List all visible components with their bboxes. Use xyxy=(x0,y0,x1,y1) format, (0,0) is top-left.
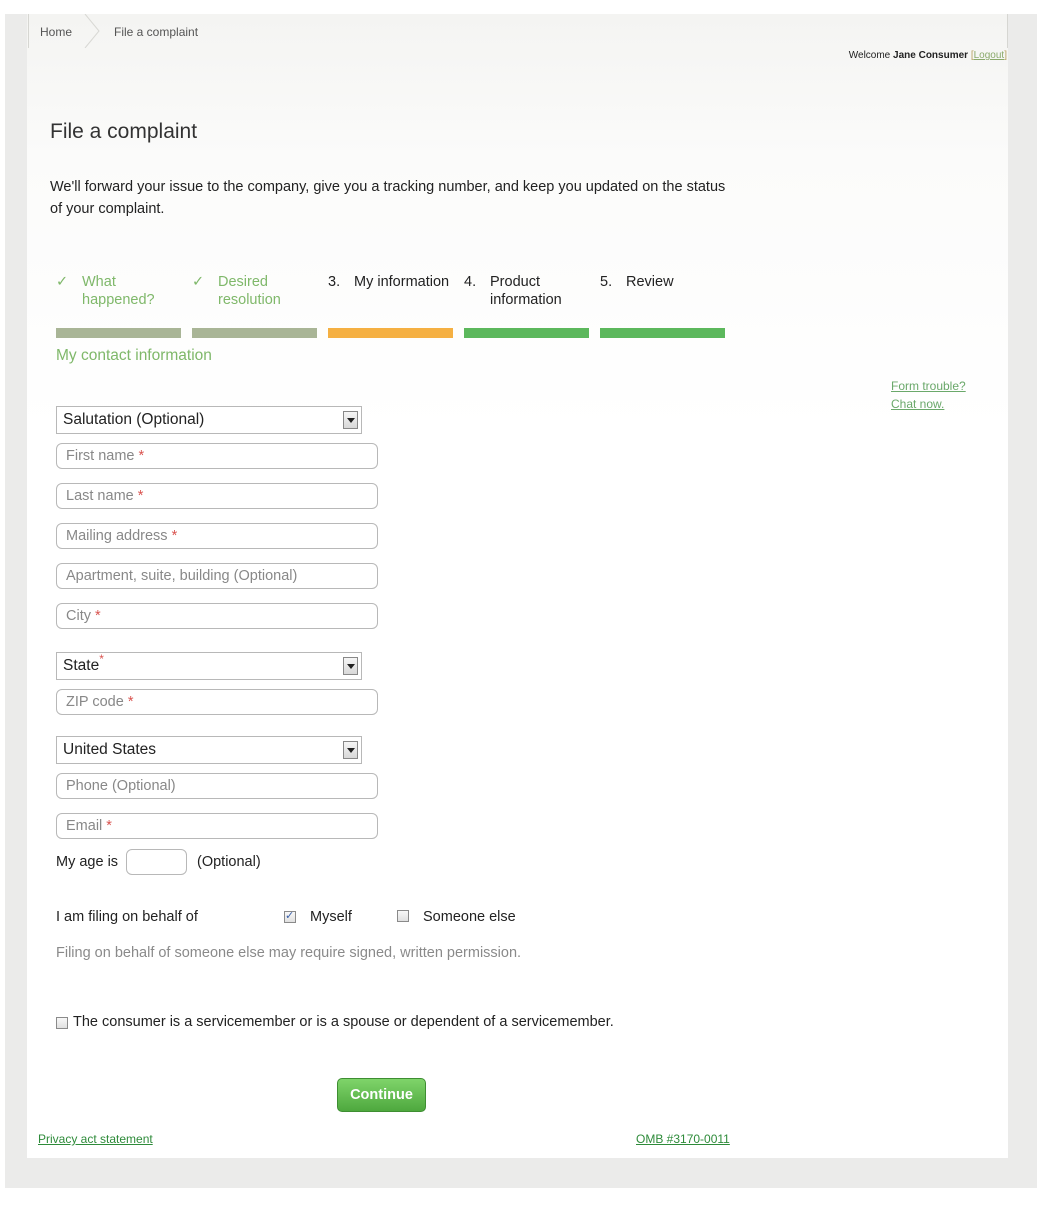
required-marker: * xyxy=(138,448,145,464)
phone-field[interactable] xyxy=(56,773,378,799)
required-marker: * xyxy=(99,652,104,666)
step-number: 3. xyxy=(328,274,341,290)
last-name-placeholder: Last name xyxy=(66,488,134,504)
step-label: Product information xyxy=(490,274,562,308)
state-select[interactable] xyxy=(56,652,362,680)
step-progress-bar xyxy=(192,328,317,338)
required-marker: * xyxy=(137,488,144,504)
someone-else-checkbox[interactable] xyxy=(397,910,409,922)
age-optional-label: (Optional) xyxy=(197,854,261,870)
age-row xyxy=(56,849,356,875)
breadcrumb-separator-icon xyxy=(84,14,102,48)
age-input[interactable] xyxy=(126,849,187,875)
bracket-close: ] xyxy=(1004,50,1007,61)
step-progress-bar xyxy=(328,328,453,338)
required-marker: * xyxy=(127,694,134,710)
someone-else-label[interactable]: Someone else xyxy=(423,909,516,925)
zip-placeholder: ZIP code xyxy=(66,694,124,710)
step-progress-bar xyxy=(464,328,589,338)
step-progress-bar xyxy=(56,328,181,338)
breadcrumb-current: File a complaint xyxy=(114,25,199,39)
form-trouble-link[interactable]: Form trouble? xyxy=(891,379,966,393)
chevron-down-icon xyxy=(343,741,358,759)
age-label: My age is xyxy=(56,854,119,870)
email-field[interactable] xyxy=(56,813,378,839)
behalf-label: I am filing on behalf of xyxy=(56,909,198,925)
apartment-placeholder: Apartment, suite, building (Optional) xyxy=(66,568,298,584)
breadcrumb xyxy=(27,14,1008,48)
last-name-field[interactable] xyxy=(56,483,378,509)
breadcrumb-home-link[interactable]: Home xyxy=(28,14,86,48)
zip-field[interactable] xyxy=(56,689,378,715)
first-name-placeholder: First name xyxy=(66,448,135,464)
help-links xyxy=(891,377,966,413)
privacy-act-link[interactable]: Privacy act statement xyxy=(38,1132,153,1146)
mailing-address-placeholder: Mailing address xyxy=(66,528,168,544)
behalf-note: Filing on behalf of someone else may require signed, written permission. xyxy=(56,945,522,961)
city-placeholder: City xyxy=(66,608,91,624)
step-label: What happened? xyxy=(82,274,155,308)
country-select[interactable] xyxy=(56,736,362,764)
continue-button[interactable]: Continue xyxy=(337,1078,426,1112)
step-number: 5. xyxy=(600,274,613,290)
required-marker: * xyxy=(95,608,101,624)
step-progress-bar xyxy=(600,328,725,338)
omb-link[interactable]: OMB #3170-0011 xyxy=(636,1132,730,1146)
welcome-text: Welcome xyxy=(848,50,891,61)
salutation-value: Salutation (Optional) xyxy=(63,411,205,428)
chevron-down-icon xyxy=(343,657,358,675)
country-value: United States xyxy=(63,741,157,758)
phone-placeholder: Phone (Optional) xyxy=(66,778,176,794)
user-name: Jane Consumer xyxy=(893,50,969,61)
step-label: Review xyxy=(626,274,674,290)
check-icon: ✓ xyxy=(56,274,69,290)
step-number: 4. xyxy=(464,274,477,290)
check-icon: ✓ xyxy=(192,274,205,290)
step-label: Desired resolution xyxy=(218,274,281,308)
servicemember-label[interactable]: The consumer is a servicemember or is a spouse or dependent of a servicemember. xyxy=(73,1014,614,1030)
myself-checkbox[interactable] xyxy=(284,911,296,923)
bracket-open: [ xyxy=(970,50,974,61)
mailing-address-field[interactable] xyxy=(56,523,378,549)
city-field[interactable] xyxy=(56,603,378,629)
servicemember-checkbox[interactable] xyxy=(56,1017,68,1029)
welcome-bar xyxy=(849,50,1007,61)
page-title: File a complaint xyxy=(50,120,198,143)
chevron-down-icon xyxy=(343,411,358,429)
state-value: State xyxy=(63,657,100,674)
section-title: My contact information xyxy=(56,347,212,364)
required-marker: * xyxy=(171,528,178,544)
logout-link[interactable]: Logout xyxy=(973,50,1005,61)
salutation-select[interactable] xyxy=(56,406,362,434)
myself-label[interactable]: Myself xyxy=(310,909,352,925)
required-marker: * xyxy=(106,818,112,834)
intro-text: We'll forward your issue to the company, give you a tracking number, and keep you updated on the status of your complaint. xyxy=(50,179,726,217)
email-placeholder: Email xyxy=(66,818,103,834)
chat-now-link[interactable]: Chat now. xyxy=(891,397,945,411)
apartment-field[interactable] xyxy=(56,563,378,589)
step-label: My information xyxy=(354,274,450,290)
first-name-field[interactable] xyxy=(56,443,378,469)
